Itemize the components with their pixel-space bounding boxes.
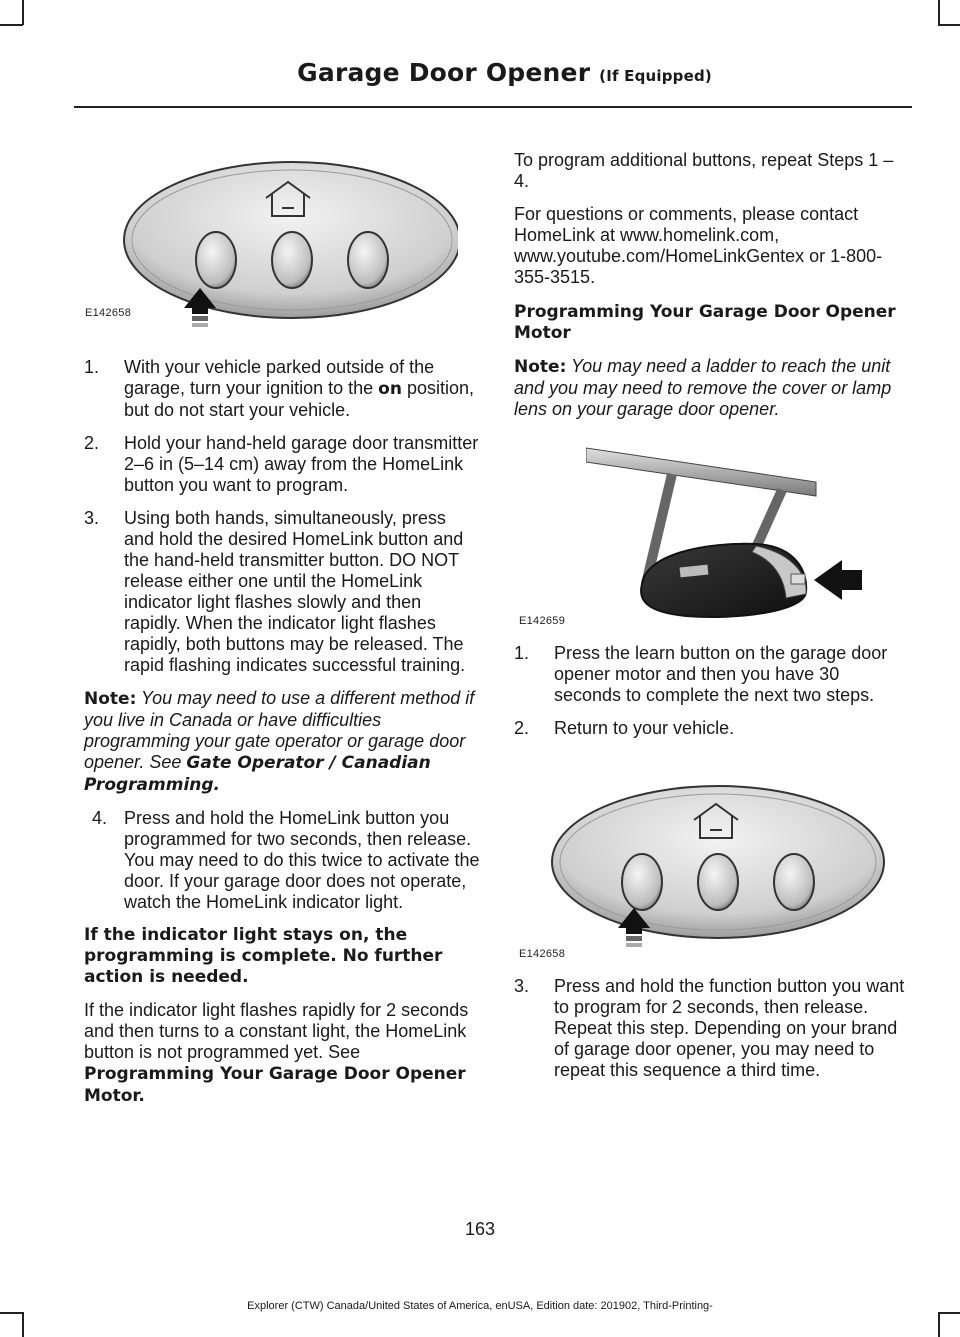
section-heading: Programming Your Garage Door Opener Motor xyxy=(514,302,896,343)
step-item: 1. With your vehicle parked outside of the garage, turn your ignition to the on position, but do not start your vehicle. xyxy=(84,357,475,420)
note-paragraph: Note: You may need to use a different method if you live in Canada or have difficulties programming your gate operator or garage door opener. See Gate Operator / Canadian Programming. xyxy=(84,688,475,795)
crop-mark xyxy=(22,1312,24,1337)
contact-paragraph: For questions or comments, please contact HomeLink at www.homelink.com, www.youtube.com/HomeLinkGentex or 1-800-355-3515. xyxy=(514,204,883,287)
figure-label: E142658 xyxy=(519,948,566,960)
page-title-qualifier: (If Equipped) xyxy=(599,67,712,85)
arrow-left-icon xyxy=(814,560,862,600)
note-paragraph: Note: You may need a ladder to reach the unit and you may need to remove the cover or lamp lens on your garage door opener. xyxy=(514,356,892,419)
crop-mark xyxy=(0,24,23,26)
crop-mark xyxy=(938,0,940,25)
step-item: 3. Press and hold the function button you want to program for 2 seconds, then release. Repeat this step. Depending on your brand of garage door opener, you may need to repeat this sequence a third time. xyxy=(514,976,905,1080)
bold-paragraph: If the indicator light stays on, the programming is complete. No further action is needed. xyxy=(84,925,443,987)
crop-mark xyxy=(938,1312,940,1337)
homelink-buttons-figure xyxy=(118,160,458,341)
homelink-console-illustration xyxy=(548,782,888,958)
page-number: 163 xyxy=(464,1219,496,1239)
right-column-text-top xyxy=(514,150,910,432)
body-paragraph: If the indicator light flashes rapidly for 2 seconds and then turns to a constant light, the HomeLink button is not programmed yet. See Programming Your Garage Door Opener Motor. xyxy=(84,1000,469,1106)
step-item: 4. Press and hold the HomeLink button you programmed for two seconds, then release. You may need to do this twice to activate the door. If your garage door does not operate, watch the HomeLink indicator light. xyxy=(92,808,480,912)
left-column-text xyxy=(84,357,480,1119)
crop-mark xyxy=(0,1312,23,1314)
step-item: 1. Press the learn button on the garage door opener motor and then you have 30 seconds to complete the next two steps. xyxy=(514,643,888,705)
body-paragraph: To program additional buttons, repeat Steps 1 – 4. xyxy=(514,150,894,191)
homelink-console-illustration xyxy=(118,160,458,336)
homelink-buttons-figure xyxy=(548,782,888,963)
cross-reference-link[interactable]: Gate Operator / Canadian Programming. xyxy=(84,753,431,795)
cross-reference-link[interactable]: Programming Your Garage Door Opener Motor. xyxy=(84,1064,466,1106)
header-rule xyxy=(74,106,912,108)
page-title xyxy=(297,58,712,87)
crop-mark xyxy=(22,0,24,25)
step-item: 2. Hold your hand-held garage door transmitter 2–6 in (5–14 cm) away from the HomeLink button you want to program. xyxy=(84,433,479,495)
step-item: 3. Using both hands, simultaneously, press and hold the desired HomeLink button and the hand-held transmitter button. DO NOT release either one until the HomeLink indicator light flashes slowly and then rapidly. When the indicator light flashes rapidly, both buttons may be released. The rapid flashing indicates successful training. xyxy=(84,508,466,675)
footer-edition-info: Explorer (CTW) Canada/United States of America, enUSA, Edition date: 201902, Third-Printing- xyxy=(247,1300,713,1312)
right-column-text-bottom xyxy=(514,976,910,1093)
steps-list-a xyxy=(84,357,480,676)
steps-list-a-continued xyxy=(84,808,480,913)
garage-opener-motor-figure xyxy=(586,434,866,629)
right-column-text-middle xyxy=(514,643,910,751)
figure-label: E142658 xyxy=(85,307,132,319)
page-title-main: Garage Door Opener xyxy=(297,58,591,87)
steps-list-b-continued xyxy=(514,976,910,1081)
step-item: 2. Return to your vehicle. xyxy=(514,718,735,738)
opener-motor-illustration xyxy=(586,434,866,624)
steps-list-b xyxy=(514,643,910,739)
figure-label: E142659 xyxy=(519,615,566,627)
crop-mark xyxy=(938,1312,960,1314)
crop-mark xyxy=(938,24,960,26)
